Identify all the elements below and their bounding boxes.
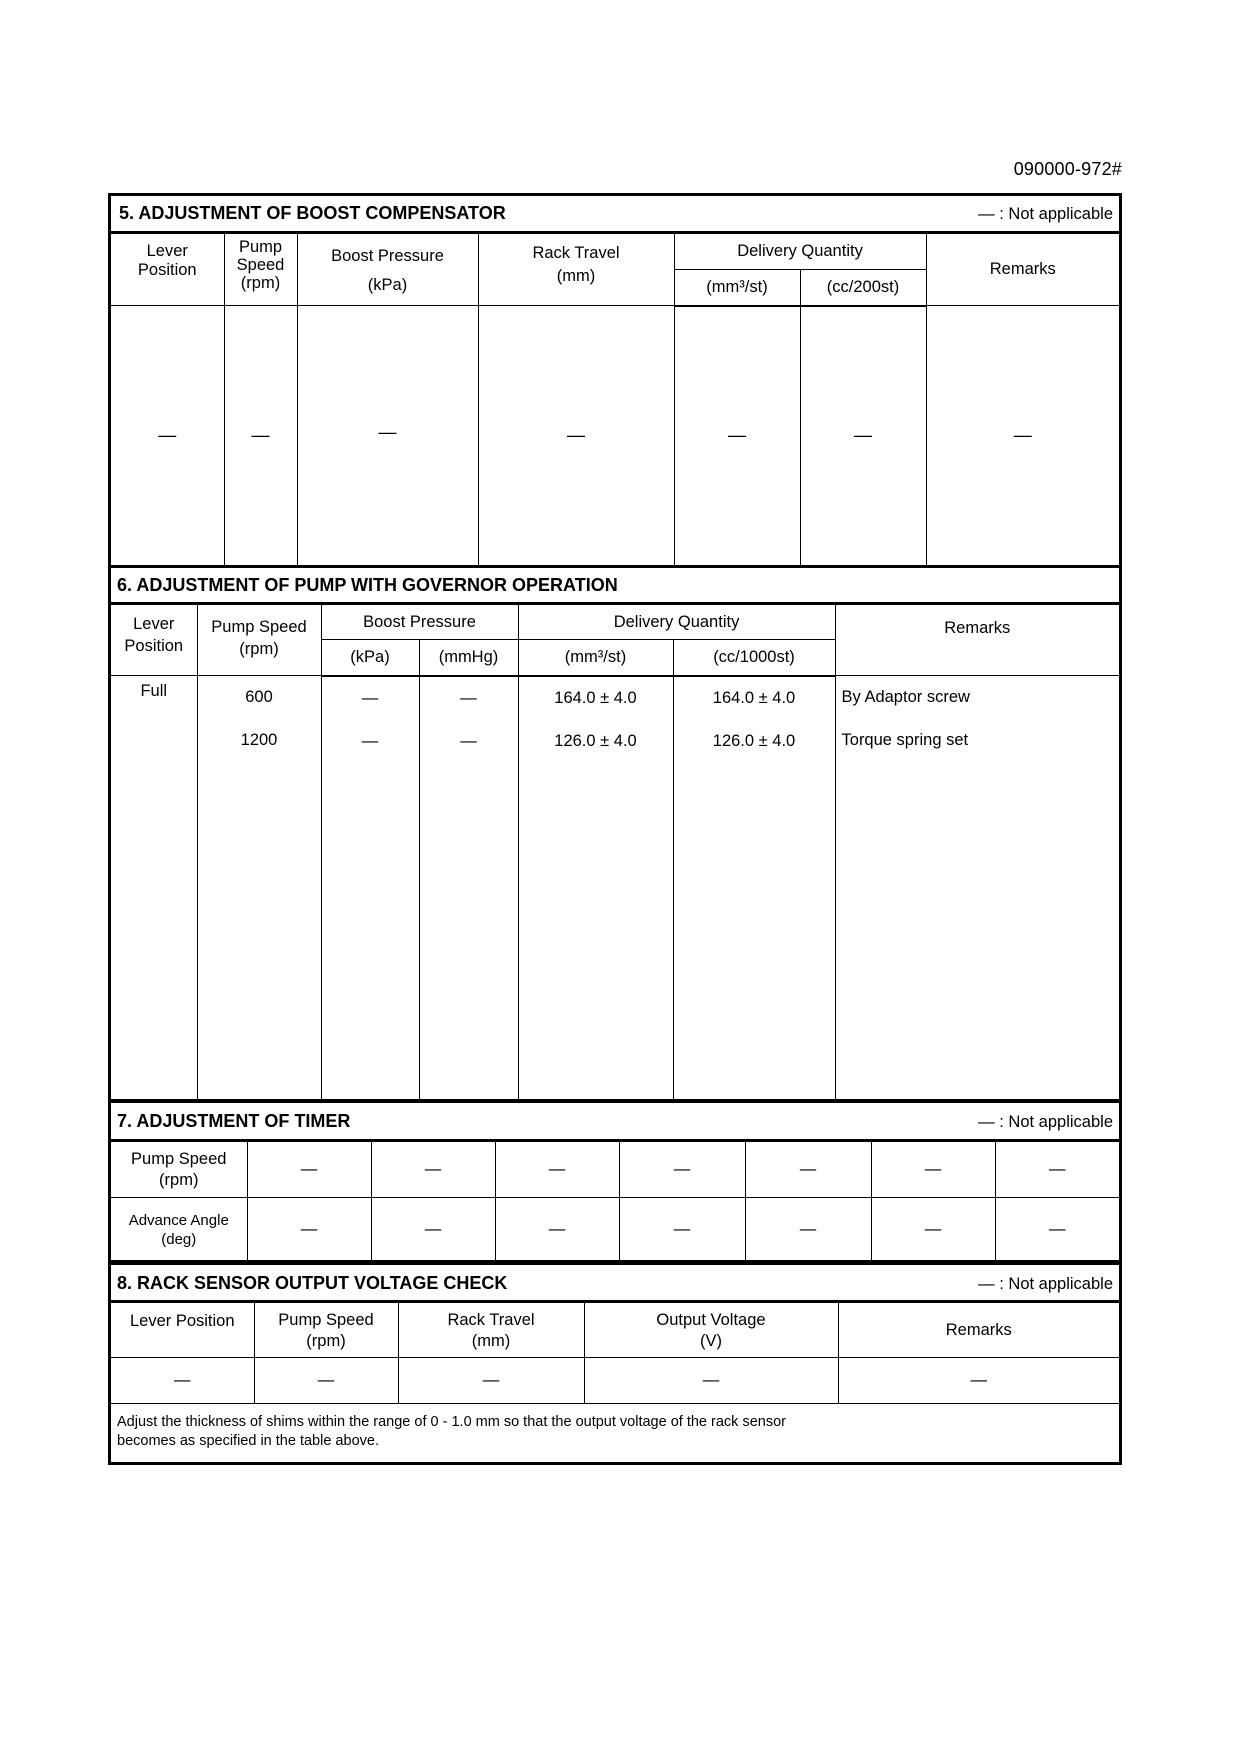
table-row: By Adaptor screw <box>841 688 970 706</box>
col-pump-speed: Pump Speed (rpm) <box>224 234 297 306</box>
table-cell-lever: Full <box>111 676 197 1100</box>
col-dq-cc: (cc/200st) <box>800 270 926 306</box>
rack-sensor-table <box>111 1302 1119 1404</box>
table-cell: — <box>800 306 926 566</box>
table-cell: — <box>745 1142 871 1198</box>
table-cell: — <box>745 1198 871 1262</box>
table-row: — <box>460 688 477 707</box>
table-cell: — <box>619 1142 745 1198</box>
table-row: 126.0 ± 4.0 <box>712 731 796 750</box>
table-cell: — <box>254 1358 398 1404</box>
note-line: Adjust the thickness of shims within the range of 0 - 1.0 mm so that the output voltage of the rack sensor <box>117 1414 786 1430</box>
col-delivery-quantity: Delivery Quantity <box>674 234 926 270</box>
note-line: becomes as specified in the table above. <box>117 1433 379 1449</box>
section-title: 7. ADJUSTMENT OF TIMER <box>117 1111 351 1131</box>
table-row: 126.0 ± 4.0 <box>554 731 637 750</box>
col-pump-speed: Pump Speed (rpm) <box>254 1303 398 1358</box>
table-cell: — <box>871 1142 995 1198</box>
table-cell: — <box>838 1358 1119 1404</box>
section-title: 5. ADJUSTMENT OF BOOST COMPENSATOR <box>119 203 506 223</box>
table-row: 164.0 ± 4.0 <box>554 688 637 707</box>
table-cell: — <box>398 1358 584 1404</box>
adjustment-note <box>117 1413 1113 1451</box>
row-label-pump-speed: Pump Speed (rpm) <box>111 1142 247 1198</box>
section-title-bar <box>111 1103 1119 1141</box>
table-cell-speed <box>197 676 321 1100</box>
table-cell-kpa <box>321 676 419 1100</box>
table-cell: — <box>111 1358 254 1404</box>
table-cell: — <box>495 1142 619 1198</box>
table-cell-mmhg <box>419 676 518 1100</box>
section-title-bar <box>111 196 1119 233</box>
table-row: — <box>361 688 379 707</box>
col-remarks: Remarks <box>926 234 1119 306</box>
section-title: 6. ADJUSTMENT OF PUMP WITH GOVERNOR OPERATION <box>117 575 618 595</box>
table-cell: — <box>584 1358 838 1404</box>
table-cell: — <box>926 306 1119 566</box>
col-rack-travel: Rack Travel (mm) <box>478 234 674 306</box>
col-lever-position: Lever Position <box>111 605 197 676</box>
table-cell: — <box>247 1198 371 1262</box>
col-boost-pressure: Boost Pressure <box>321 605 518 640</box>
section-title-bar <box>111 1265 1119 1302</box>
section-timer <box>108 1100 1122 1263</box>
col-dq-mm3: (mm³/st) <box>674 270 800 306</box>
col-lever-position: Lever Position <box>111 234 224 306</box>
table-cell: — <box>297 306 478 566</box>
not-applicable-legend: — : Not applicable <box>978 205 1113 223</box>
table-cell: — <box>495 1198 619 1262</box>
table-row: 164.0 ± 4.0 <box>712 688 796 707</box>
governor-operation-table <box>111 604 1119 1100</box>
not-applicable-legend: — : Not applicable <box>978 1275 1113 1293</box>
table-cell-mm3 <box>518 676 673 1100</box>
table-cell: — <box>674 306 800 566</box>
table-cell: — <box>995 1142 1119 1198</box>
table-cell: — <box>478 306 674 566</box>
table-row: 1200 <box>240 731 278 749</box>
not-applicable-legend: — : Not applicable <box>978 1113 1113 1131</box>
table-cell: — <box>111 306 224 566</box>
col-remarks: Remarks <box>835 605 1119 676</box>
table-cell: — <box>995 1198 1119 1262</box>
table-cell: — <box>247 1142 371 1198</box>
timer-table <box>111 1141 1119 1262</box>
document-number: 090000-972# <box>1013 159 1122 179</box>
section-boost-compensator <box>108 193 1122 568</box>
col-remarks: Remarks <box>838 1303 1119 1358</box>
table-row: Torque spring set <box>841 731 969 749</box>
table-cell-remarks <box>835 676 1119 1100</box>
col-boost-pressure: Boost Pressure (kPa) <box>297 234 478 306</box>
section-rack-sensor <box>108 1262 1122 1465</box>
col-rack-travel: Rack Travel (mm) <box>398 1303 584 1358</box>
table-cell: — <box>619 1198 745 1262</box>
table-row: — <box>361 731 379 750</box>
table-cell: — <box>371 1142 495 1198</box>
section-governor-operation <box>108 567 1122 1103</box>
col-dq-mm3: (mm³/st) <box>518 640 673 676</box>
boost-compensator-table <box>111 233 1119 566</box>
col-delivery-quantity: Delivery Quantity <box>518 605 835 640</box>
section-title: 8. RACK SENSOR OUTPUT VOLTAGE CHECK <box>117 1273 508 1293</box>
col-pump-speed: Pump Speed (rpm) <box>197 605 321 676</box>
row-label-advance-angle: Advance Angle (deg) <box>111 1198 247 1262</box>
table-cell-cc <box>673 676 835 1100</box>
col-bp-mmhg: (mmHg) <box>419 640 518 676</box>
col-bp-kpa: (kPa) <box>321 640 419 676</box>
col-dq-cc: (cc/1000st) <box>673 640 835 676</box>
table-cell: — <box>871 1198 995 1262</box>
table-row: 600 <box>245 688 273 706</box>
col-output-voltage: Output Voltage (V) <box>584 1303 838 1358</box>
table-cell: — <box>224 306 297 566</box>
col-lever-position: Lever Position <box>111 1303 254 1358</box>
table-row: — <box>460 731 477 750</box>
table-cell: — <box>371 1198 495 1262</box>
section-title-bar <box>111 567 1119 604</box>
